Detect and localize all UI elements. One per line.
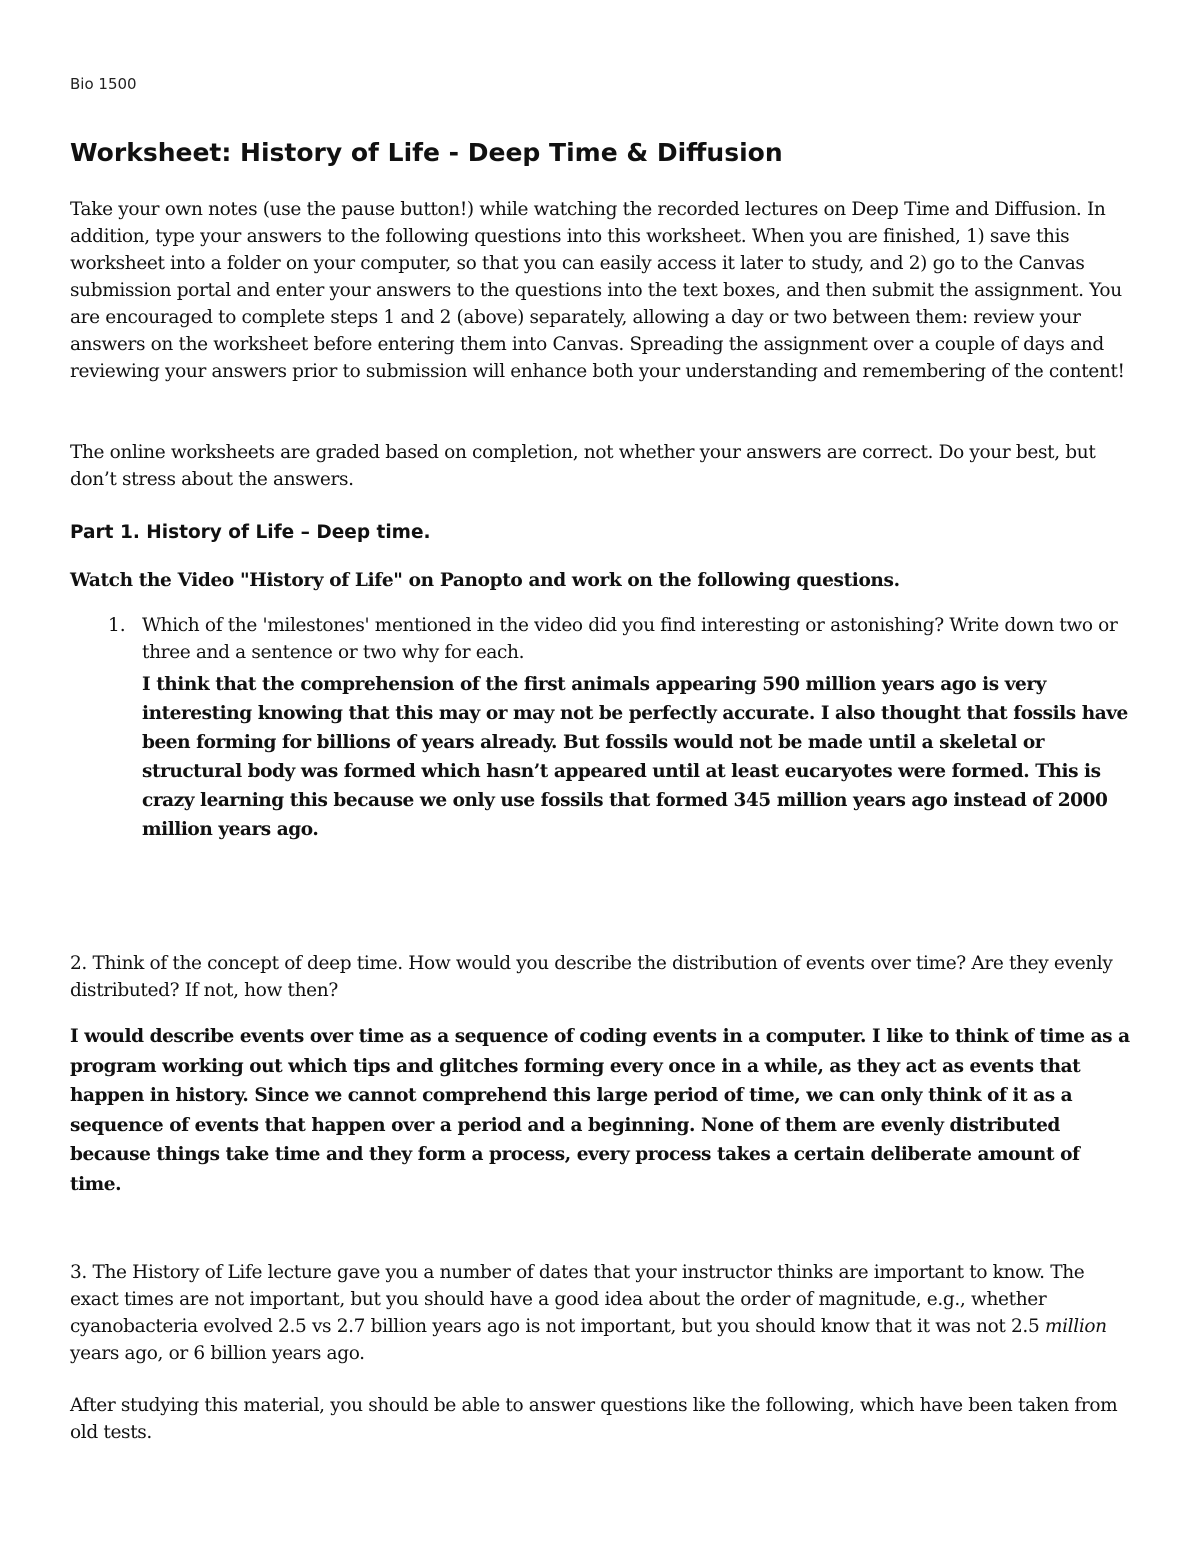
question3-text-end: years ago, or 6 billion years ago. [70, 1343, 365, 1364]
page-title: Worksheet: History of Life - Deep Time & Diffusion [70, 138, 783, 167]
worksheet-page [70, 0, 1132, 1553]
question3-followup: After studying this material, you should be able to answer questions like the following, which have been taken from old tests. [70, 1395, 1118, 1443]
grading-note-paragraph: The online worksheets are graded based on completion, not whether your answers are correct. Do your best, but don’t stress about the answers. [70, 442, 1096, 490]
question3-text-italic: million [1044, 1316, 1107, 1337]
intro-paragraph: Take your own notes (use the pause button!) while watching the recorded lectures on Deep Time and Diffusion. In addition, type your answers to the following questions into this worksheet. When you are finished, 1) save this worksheet into a folder on your computer, so that you can easily access it later to study, and 2) go to the Canvas submission portal and enter your answers to the questions into the text boxes, and then submit the assignment. You are encouraged to complete steps 1 and 2 (above) separately, allowing a day or two between them: review your answers on the worksheet before entering them into Canvas. Spreading the assignment over a couple of days and reviewing your answers prior to submission will enhance both your understanding and remembering of the content! [70, 199, 1125, 382]
part1-heading: Part 1. History of Life – Deep time. [70, 522, 431, 543]
question1-answer: I think that the comprehension of the first animals appearing 590 million years ago is very interesting knowing that this may or may not be perfectly accurate. I also thought that fossils have been forming for billions of years already. But fossils would not be made until a skeletal or structural body was formed which hasn’t appeared until at least eucaryotes were formed. This is crazy learning this because we only use fossils that formed 345 million years ago instead of 2000 million years ago. [142, 674, 1128, 840]
question1-text: Which of the 'milestones' mentioned in the video did you find interesting or astonishing? Write down two or three and a sentence or two why for each. [142, 615, 1118, 663]
question3-text-start: 3. The History of Life lecture gave you a number of dates that your instructor thinks are important to know. The exact times are not important, but you should have a good idea about the order of magnitude, e.g., whether cyanobacteria evolved 2.5 vs 2.7 billion years ago is not important, but you should know that it was not 2.5 [70, 1262, 1085, 1337]
part1-instruction: Watch the Video "History of Life" on Panopto and work on the following questions. [70, 570, 900, 591]
question2-answer: I would describe events over time as a sequence of coding events in a computer. I like to think of time as a program working out which tips and glitches forming every once in a while, as they act as events that happen in history. Since we cannot comprehend this large period of time, we can only think of it as a sequence of events that happen over a period and a beginning. None of them are evenly distributed because things take time and they form a process, every process takes a certain deliberate amount of time. [70, 1026, 1130, 1195]
course-header: Bio 1500 [70, 75, 137, 93]
question3-text [70, 1259, 1132, 1367]
question2-text: 2. Think of the concept of deep time. How would you describe the distribution of events over time? Are they evenly distributed? If not, how then? [70, 953, 1113, 1001]
question1-number: 1. [108, 615, 126, 636]
